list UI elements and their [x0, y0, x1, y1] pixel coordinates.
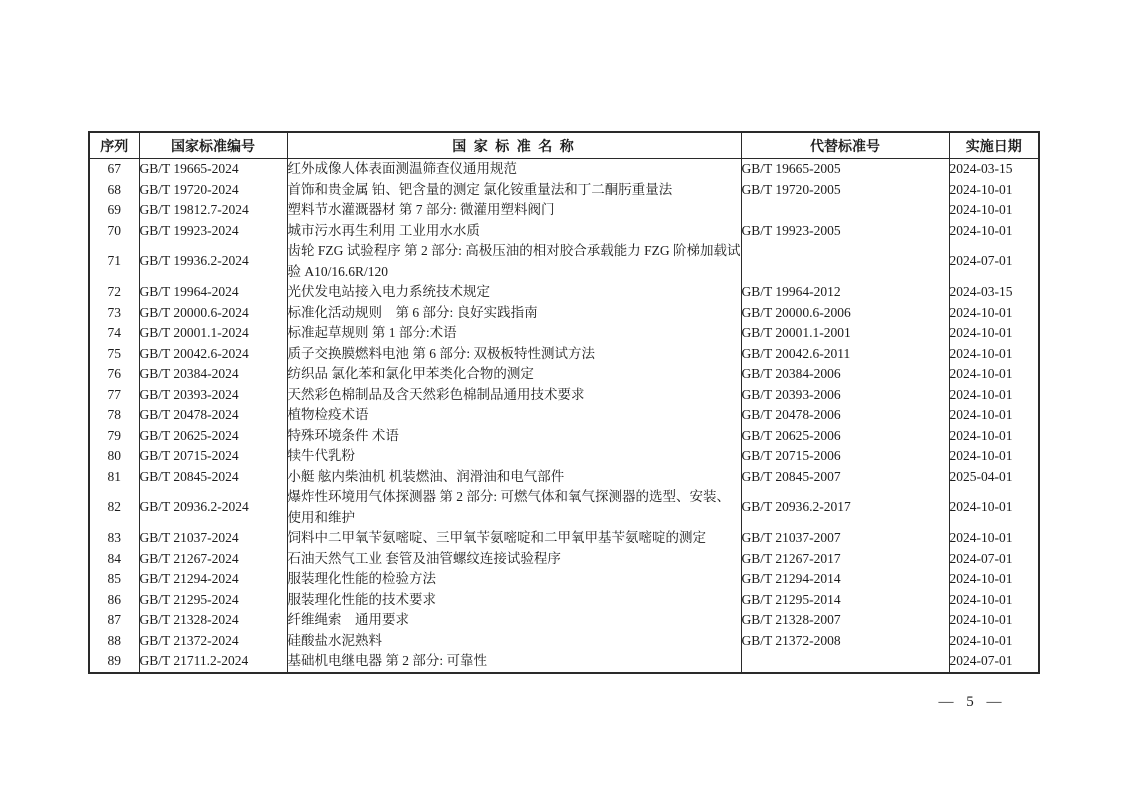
replaced-cell: GB/T 20625-2006	[741, 426, 949, 447]
date-cell: 2024-10-01	[949, 221, 1039, 242]
table-row	[89, 549, 1039, 570]
replaced-cell: GB/T 21267-2017	[741, 549, 949, 570]
date-cell: 2024-10-01	[949, 405, 1039, 426]
date-cell: 2024-10-01	[949, 323, 1039, 344]
date-cell: 2024-10-01	[949, 610, 1039, 631]
seq-cell: 88	[107, 632, 121, 648]
table-row	[89, 651, 1039, 673]
date-cell: 2024-07-01	[949, 549, 1039, 570]
name-cell: 塑料节水灌溉器材 第 7 部分: 微灌用塑料阀门	[287, 200, 741, 221]
replaced-cell: GB/T 21294-2014	[741, 569, 949, 590]
page-number: — 5 —	[938, 694, 1002, 710]
table-row	[89, 221, 1039, 242]
seq-cell: 81	[107, 468, 121, 484]
code-cell: GB/T 21267-2024	[139, 549, 287, 570]
date-cell: 2024-10-01	[949, 303, 1039, 324]
name-cell: 服装理化性能的技术要求	[287, 590, 741, 611]
code-cell: GB/T 20000.6-2024	[139, 303, 287, 324]
name-cell: 特殊环境条件 术语	[287, 426, 741, 447]
name-cell: 植物检疫术语	[287, 405, 741, 426]
code-cell: GB/T 19812.7-2024	[139, 200, 287, 221]
replaced-cell	[741, 651, 949, 673]
table-row	[89, 303, 1039, 324]
seq-cell: 77	[107, 386, 121, 402]
table-row	[89, 610, 1039, 631]
seq-cell: 69	[107, 202, 121, 217]
header-name: 国 家 标 准 名 称	[287, 132, 741, 159]
code-cell: GB/T 21328-2024	[139, 610, 287, 631]
table-row	[89, 528, 1039, 549]
replaced-cell: GB/T 20845-2007	[741, 467, 949, 488]
replaced-cell: GB/T 21328-2007	[741, 610, 949, 631]
seq-cell: 74	[107, 325, 121, 340]
replaced-cell: GB/T 19720-2005	[741, 180, 949, 201]
name-cell: 饲料中二甲氧苄氨嘧啶、三甲氧苄氨嘧啶和二甲氧甲基苄氨嘧啶的测定	[287, 528, 741, 549]
header-replaced: 代替标准号	[741, 132, 949, 159]
seq-cell: 87	[107, 612, 121, 627]
replaced-cell: GB/T 19964-2012	[741, 282, 949, 303]
replaced-cell	[741, 200, 949, 221]
date-cell: 2024-07-01	[949, 651, 1039, 673]
code-cell: GB/T 20042.6-2024	[139, 344, 287, 365]
table-row	[89, 487, 1039, 528]
replaced-cell: GB/T 20393-2006	[741, 385, 949, 406]
code-cell: GB/T 19964-2024	[139, 282, 287, 303]
code-cell: GB/T 20001.1-2024	[139, 323, 287, 344]
table-row	[89, 180, 1039, 201]
seq-cell: 68	[107, 181, 121, 197]
seq-cell: 71	[107, 253, 121, 269]
header-code: 国家标准编号	[139, 132, 287, 159]
replaced-cell: GB/T 21372-2008	[741, 631, 949, 652]
table-row	[89, 569, 1039, 590]
date-cell: 2024-03-15	[949, 282, 1039, 303]
name-cell: 石油天然气工业 套管及油管螺纹连接试验程序	[287, 549, 741, 570]
name-cell: 质子交换膜燃料电池 第 6 部分: 双极板特性测试方法	[287, 344, 741, 365]
standards-table	[88, 131, 1040, 674]
name-cell: 首饰和贵金属 铂、钯含量的测定 氯化铵重量法和丁二酮肟重量法	[287, 180, 741, 201]
seq-cell: 73	[107, 304, 121, 320]
date-cell: 2024-10-01	[949, 426, 1039, 447]
table-row	[89, 282, 1039, 303]
code-cell: GB/T 19665-2024	[139, 159, 287, 180]
seq-cell: 83	[107, 530, 121, 545]
replaced-cell: GB/T 20384-2006	[741, 364, 949, 385]
code-cell: GB/T 20393-2024	[139, 385, 287, 406]
date-cell: 2024-07-01	[949, 241, 1039, 282]
name-cell: 天然彩色棉制品及含天然彩色棉制品通用技术要求	[287, 385, 741, 406]
seq-cell: 86	[107, 591, 121, 607]
name-cell: 城市污水再生利用 工业用水水质	[287, 221, 741, 242]
code-cell: GB/T 20845-2024	[139, 467, 287, 488]
seq-cell: 76	[107, 366, 121, 381]
date-cell: 2024-10-01	[949, 446, 1039, 467]
seq-cell: 89	[107, 653, 121, 668]
seq-cell: 72	[107, 284, 121, 299]
replaced-cell: GB/T 20936.2-2017	[741, 487, 949, 528]
table-row	[89, 385, 1039, 406]
table-row	[89, 446, 1039, 467]
code-cell: GB/T 19936.2-2024	[139, 241, 287, 282]
replaced-cell: GB/T 20478-2006	[741, 405, 949, 426]
name-cell: 齿轮 FZG 试验程序 第 2 部分: 高极压油的相对胶合承载能力 FZG 阶梯加载试验 A10/16.6R/120	[287, 241, 741, 282]
table-row	[89, 159, 1039, 180]
name-cell: 标准化活动规则 第 6 部分: 良好实践指南	[287, 303, 741, 324]
seq-cell: 78	[107, 407, 121, 422]
name-cell: 爆炸性环境用气体探测器 第 2 部分: 可燃气体和氧气探测器的选型、安装、使用和维护	[287, 487, 741, 528]
seq-cell: 75	[107, 345, 121, 361]
name-cell: 红外成像人体表面测温筛查仪通用规范	[287, 159, 741, 180]
date-cell: 2024-10-01	[949, 344, 1039, 365]
seq-cell: 84	[107, 550, 121, 566]
date-cell: 2024-10-01	[949, 528, 1039, 549]
name-cell: 犊牛代乳粉	[287, 446, 741, 467]
name-cell: 纺织品 氯化苯和氯化甲苯类化合物的测定	[287, 364, 741, 385]
code-cell: GB/T 20478-2024	[139, 405, 287, 426]
table-row	[89, 344, 1039, 365]
table-row	[89, 405, 1039, 426]
table-header-row	[89, 132, 1039, 159]
name-cell: 硅酸盐水泥熟料	[287, 631, 741, 652]
code-cell: GB/T 21295-2024	[139, 590, 287, 611]
date-cell: 2024-10-01	[949, 487, 1039, 528]
table-row	[89, 426, 1039, 447]
date-cell: 2024-10-01	[949, 200, 1039, 221]
replaced-cell: GB/T 21037-2007	[741, 528, 949, 549]
header-date: 实施日期	[949, 132, 1039, 159]
code-cell: GB/T 21037-2024	[139, 528, 287, 549]
replaced-cell: GB/T 20001.1-2001	[741, 323, 949, 344]
replaced-cell: GB/T 20715-2006	[741, 446, 949, 467]
name-cell: 小艇 舷内柴油机 机装燃油、润滑油和电气部件	[287, 467, 741, 488]
replaced-cell: GB/T 20000.6-2006	[741, 303, 949, 324]
date-cell: 2024-10-01	[949, 590, 1039, 611]
code-cell: GB/T 21711.2-2024	[139, 651, 287, 673]
seq-cell: 67	[107, 161, 121, 176]
date-cell: 2024-10-01	[949, 385, 1039, 406]
name-cell: 光伏发电站接入电力系统技术规定	[287, 282, 741, 303]
table-row	[89, 590, 1039, 611]
replaced-cell	[741, 241, 949, 282]
seq-cell: 82	[107, 499, 121, 515]
header-seq: 序列	[89, 132, 139, 159]
replaced-cell: GB/T 21295-2014	[741, 590, 949, 611]
code-cell: GB/T 21372-2024	[139, 631, 287, 652]
code-cell: GB/T 20384-2024	[139, 364, 287, 385]
date-cell: 2024-10-01	[949, 364, 1039, 385]
name-cell: 基础机电继电器 第 2 部分: 可靠性	[287, 651, 741, 673]
table-row	[89, 467, 1039, 488]
seq-cell: 70	[107, 222, 121, 238]
replaced-cell: GB/T 19923-2005	[741, 221, 949, 242]
table-row	[89, 200, 1039, 221]
table-row	[89, 364, 1039, 385]
code-cell: GB/T 19720-2024	[139, 180, 287, 201]
table-row	[89, 241, 1039, 282]
date-cell: 2024-10-01	[949, 180, 1039, 201]
date-cell: 2025-04-01	[949, 467, 1039, 488]
date-cell: 2024-03-15	[949, 159, 1039, 180]
code-cell: GB/T 20715-2024	[139, 446, 287, 467]
date-cell: 2024-10-01	[949, 631, 1039, 652]
seq-cell: 85	[107, 571, 121, 586]
seq-cell: 79	[107, 427, 121, 443]
name-cell: 标准起草规则 第 1 部分:术语	[287, 323, 741, 344]
standards-table-body	[89, 159, 1039, 673]
replaced-cell: GB/T 20042.6-2011	[741, 344, 949, 365]
code-cell: GB/T 21294-2024	[139, 569, 287, 590]
replaced-cell: GB/T 19665-2005	[741, 159, 949, 180]
seq-cell: 80	[107, 448, 121, 463]
table-row	[89, 323, 1039, 344]
code-cell: GB/T 19923-2024	[139, 221, 287, 242]
name-cell: 纤维绳索 通用要求	[287, 610, 741, 631]
code-cell: GB/T 20625-2024	[139, 426, 287, 447]
date-cell: 2024-10-01	[949, 569, 1039, 590]
name-cell: 服装理化性能的检验方法	[287, 569, 741, 590]
code-cell: GB/T 20936.2-2024	[139, 487, 287, 528]
table-row	[89, 631, 1039, 652]
